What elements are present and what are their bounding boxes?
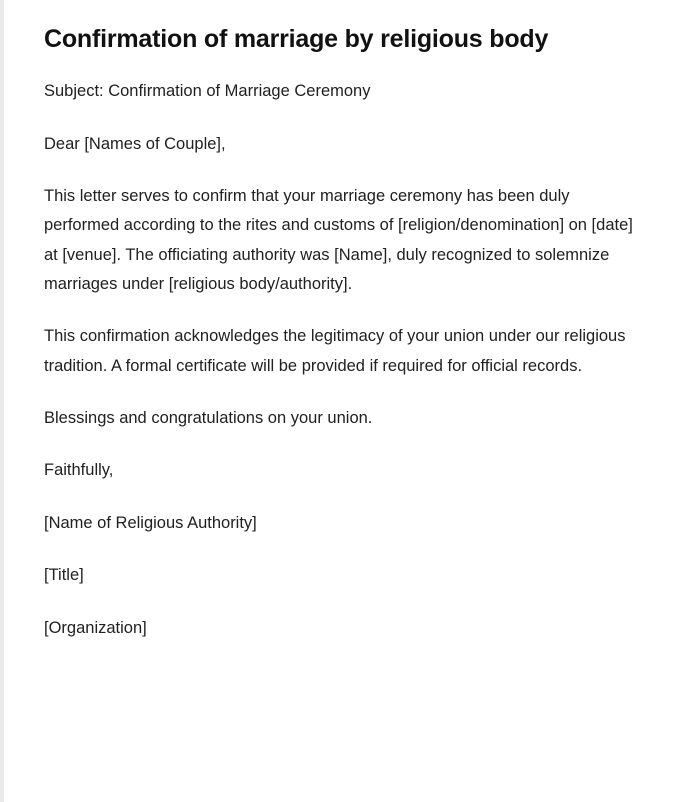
signature-title: [Title]	[44, 566, 84, 585]
paragraph-body-2: This confirmation acknowledges the legitimacy of your union under our religious tradition. A formal certificate will be provided if required for official records.	[44, 327, 626, 375]
paragraph-blessing: Blessings and congratulations on your union.	[44, 409, 373, 428]
page-title: Confirmation of marriage by religious body	[44, 25, 549, 53]
signature-name: [Name of Religious Authority]	[44, 513, 257, 532]
signature-organization: [Organization]	[44, 618, 147, 637]
paragraph-subject: Subject: Confirmation of Marriage Ceremony	[44, 82, 371, 101]
paragraph-salutation: Dear [Names of Couple],	[44, 134, 226, 153]
paragraph-closing: Faithfully,	[44, 461, 114, 480]
paragraph-body-1: This letter serves to confirm that your marriage ceremony has been duly performed according to the rites and customs of [religion/denomination] on [date] at [venue]. The officiating authority was [Name], duly recognized to solemnize marriages under [religious body/authority].	[44, 186, 633, 294]
